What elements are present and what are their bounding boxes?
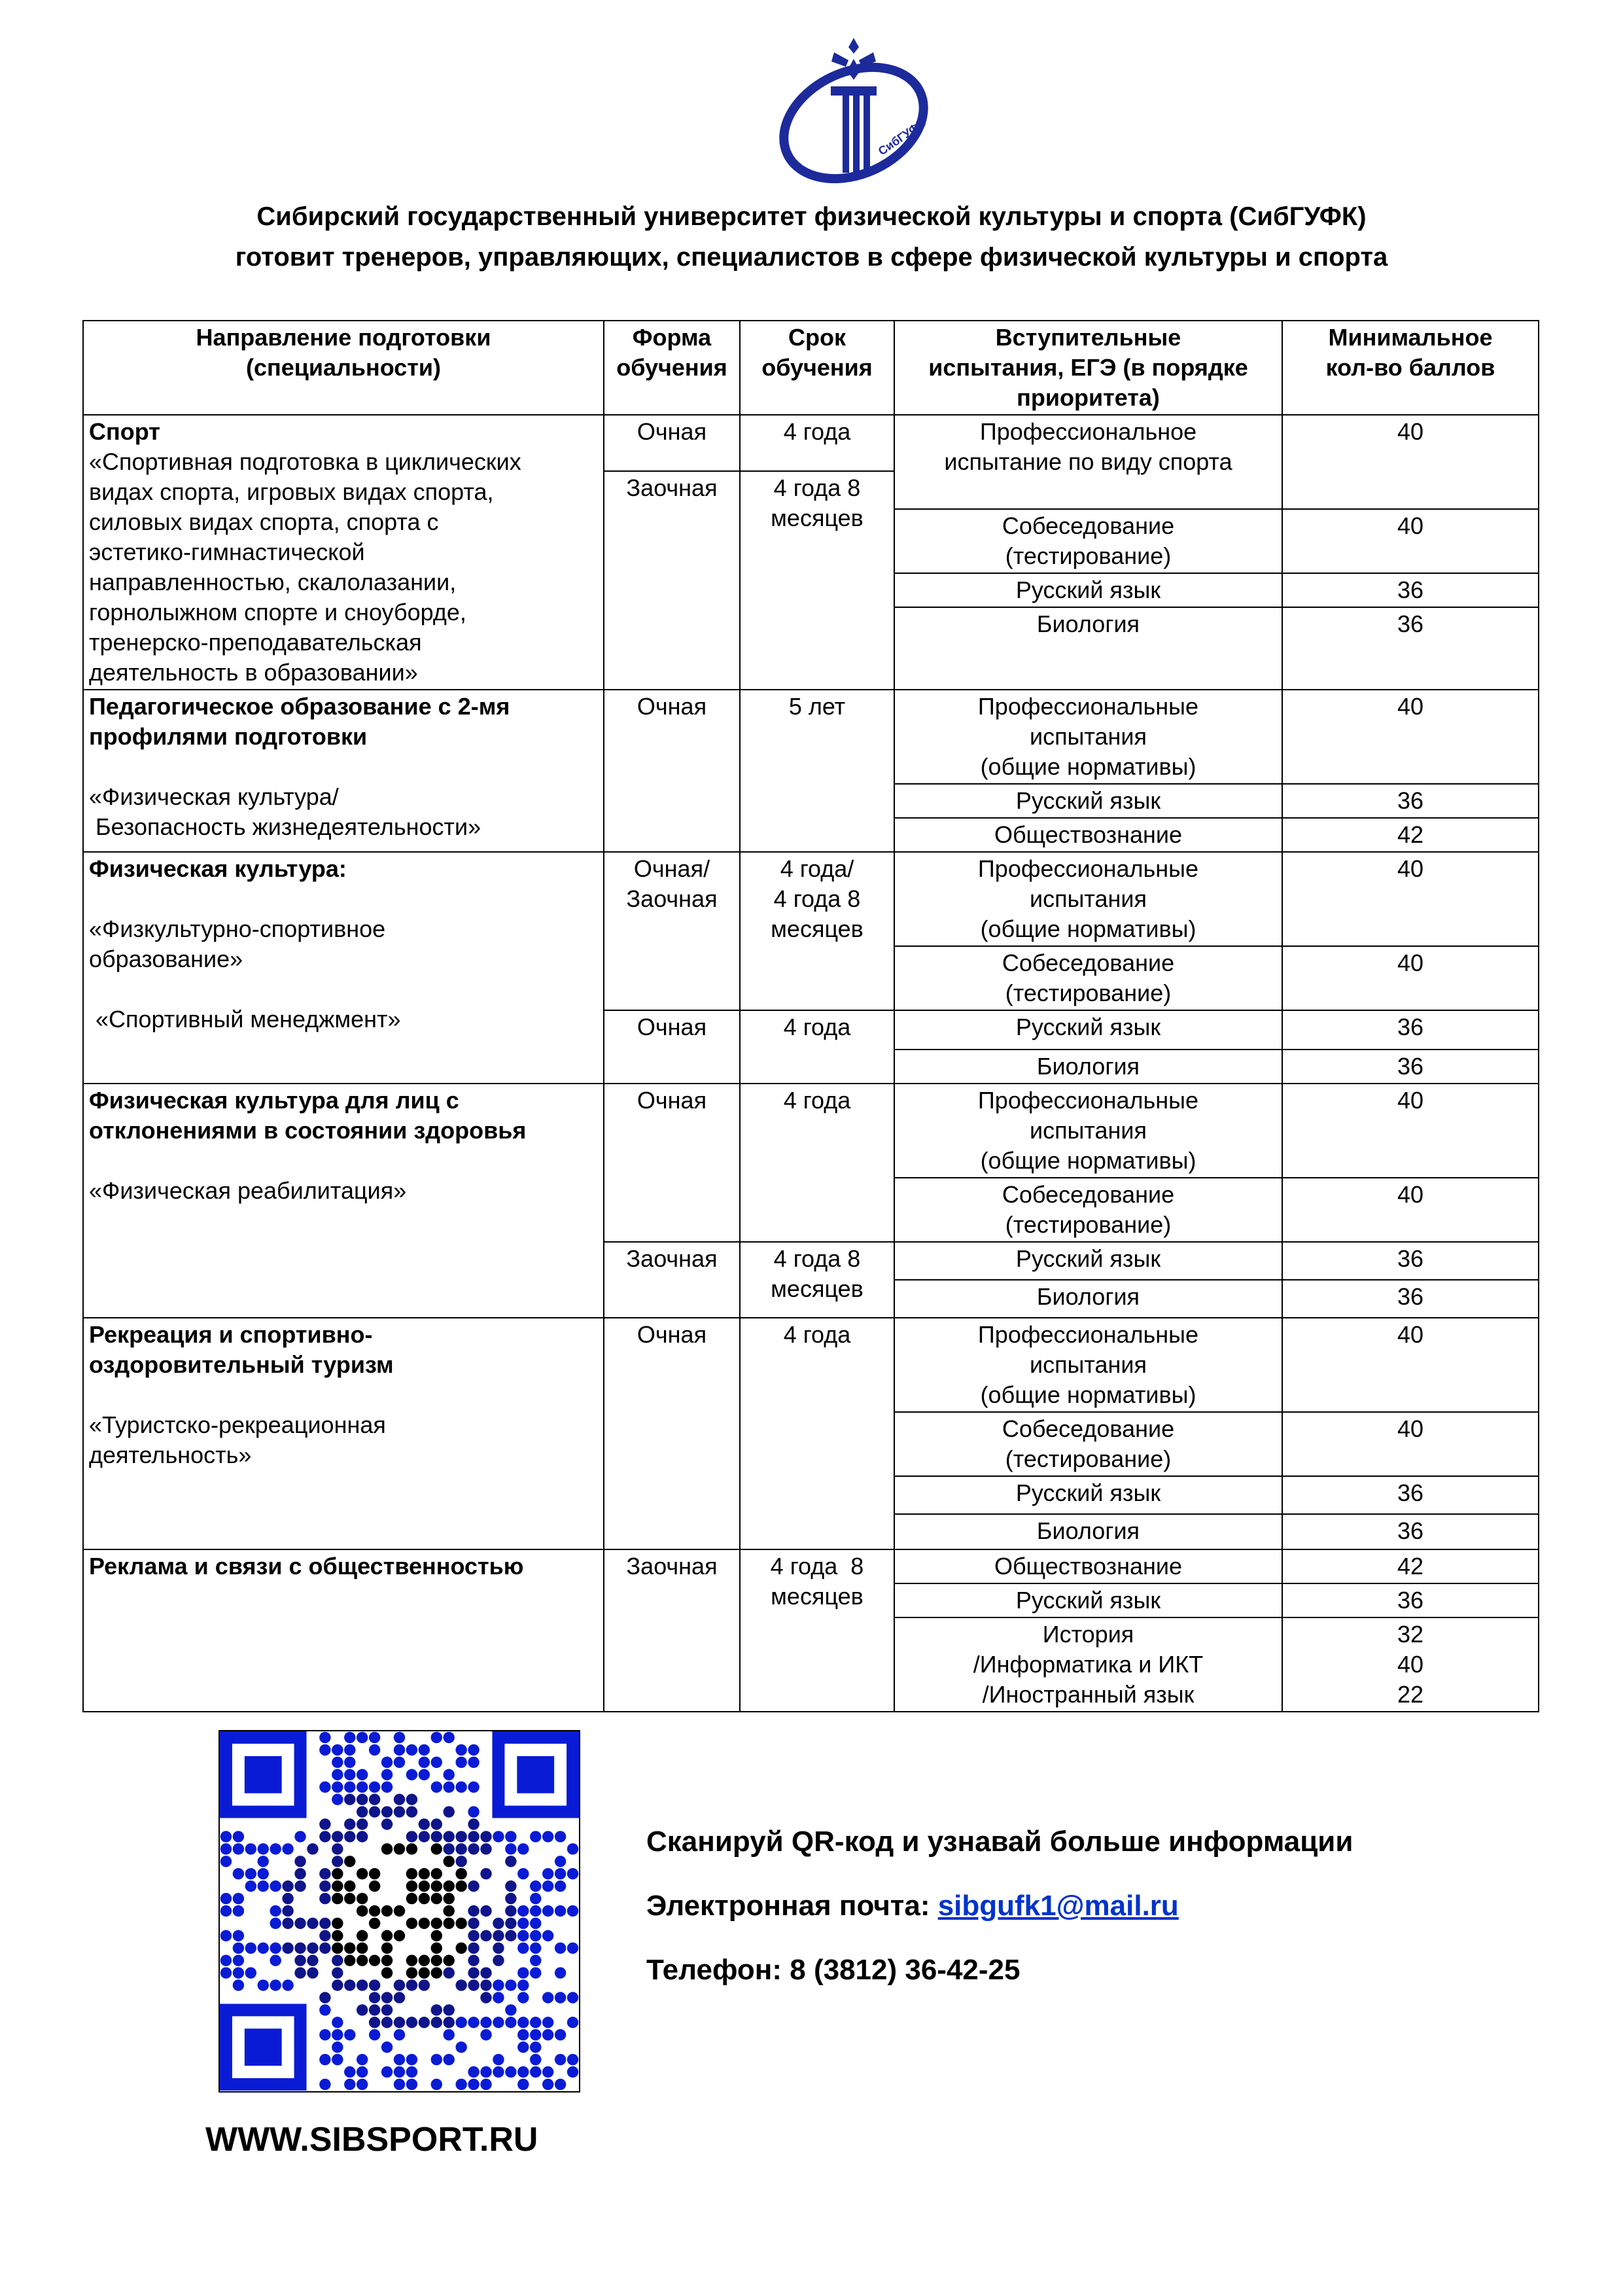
- table-row: [83, 690, 1539, 784]
- exam-cell: История /Информатика и ИКТ /Иностранный язык: [894, 1617, 1282, 1712]
- exam-cell: Обществознание: [894, 818, 1282, 852]
- exam-cell: Профессиональные испытания (общие нормативы): [894, 1084, 1282, 1178]
- exam-cell: Собеседование (тестирование): [894, 1412, 1282, 1476]
- term-cell: 4 года 8 месяцев: [740, 471, 894, 690]
- heading-line-1: Сибирский государственный университет физической культуры и спорта (СибГУФК): [256, 202, 1367, 231]
- form-cell: Заочная: [604, 1242, 740, 1318]
- email-link[interactable]: sibgufk1@mail.ru: [937, 1890, 1179, 1922]
- header-exams: Вступительные испытания, ЕГЭ (в порядке приоритета): [894, 321, 1282, 415]
- min-score-cell: 40: [1282, 690, 1539, 784]
- exam-cell: Биология: [894, 1050, 1282, 1084]
- min-score-cell: 40: [1282, 852, 1539, 946]
- min-score-cell: 40: [1282, 415, 1539, 509]
- exam-cell: Русский язык: [894, 784, 1282, 818]
- min-score-cell: 36: [1282, 1242, 1539, 1280]
- min-score-cell: 40: [1282, 1412, 1539, 1476]
- table-row: [83, 852, 1539, 946]
- exam-cell: Русский язык: [894, 1010, 1282, 1050]
- term-cell: 4 года 8 месяцев: [740, 1549, 894, 1712]
- exam-cell: Профессиональные испытания (общие нормативы): [894, 852, 1282, 946]
- email-line: [646, 1890, 1353, 1922]
- min-score-cell: 32 40 22: [1282, 1617, 1539, 1712]
- term-cell: 4 года: [740, 1318, 894, 1549]
- form-cell: Очная: [604, 1318, 740, 1549]
- min-score-cell: 40: [1282, 509, 1539, 573]
- min-score-cell: 36: [1282, 607, 1539, 690]
- form-cell: Очная: [604, 415, 740, 471]
- form-cell: Очная: [604, 690, 740, 852]
- exam-cell: Обществознание: [894, 1549, 1282, 1583]
- exam-cell: Профессиональное испытание по виду спорта: [894, 415, 1282, 509]
- exam-cell: Русский язык: [894, 1242, 1282, 1280]
- exam-cell: Русский язык: [894, 573, 1282, 607]
- min-score-cell: 36: [1282, 573, 1539, 607]
- table-row: [83, 1084, 1539, 1178]
- exam-cell: Биология: [894, 1280, 1282, 1318]
- qr-code-image: [220, 1731, 579, 2091]
- header-term: Срок обучения: [740, 321, 894, 415]
- min-score-cell: 36: [1282, 1010, 1539, 1050]
- term-cell: 4 года: [740, 415, 894, 471]
- program-tourism: Рекреация и спортивно- оздоровительный туризм «Туристско-рекреационная деятельность»: [83, 1318, 604, 1549]
- exam-cell: Собеседование (тестирование): [894, 1178, 1282, 1242]
- programs-table: [82, 320, 1539, 1712]
- min-score-cell: 40: [1282, 1178, 1539, 1242]
- header-min-score: Минимальное кол-во баллов: [1282, 321, 1539, 415]
- min-score-cell: 36: [1282, 1050, 1539, 1084]
- exam-cell: Русский язык: [894, 1476, 1282, 1514]
- term-cell: 4 года 8 месяцев: [740, 1242, 894, 1318]
- table-header-row: [83, 321, 1539, 415]
- contact-info: [646, 1826, 1353, 2018]
- term-cell: 4 года/ 4 года 8 месяцев: [740, 852, 894, 1010]
- term-cell: 5 лет: [740, 690, 894, 852]
- exam-cell: Профессиональные испытания (общие нормативы): [894, 1318, 1282, 1412]
- form-cell: Заочная: [604, 471, 740, 690]
- form-cell: Очная: [604, 1010, 740, 1084]
- exam-cell: Биология: [894, 1514, 1282, 1549]
- min-score-cell: 36: [1282, 1280, 1539, 1318]
- min-score-cell: 40: [1282, 946, 1539, 1010]
- term-cell: 4 года: [740, 1010, 894, 1084]
- program-sport: Спорт «Спортивная подготовка в циклических видах спорта, игровых видах спорта, силовых видах спорта, спорта с эстетико-гимнастической направленностью, скалолазании, горнолыжном спорте и сноуборде, тренерско-преподавательская деятельность в образовании»: [83, 415, 604, 690]
- program-physical-culture: Физическая культура: «Физкультурно-спортивное образование» «Спортивный менеджмент»: [83, 852, 604, 1084]
- min-score-cell: 36: [1282, 1583, 1539, 1617]
- scan-prompt: Сканируй QR-код и узнавай больше информации: [646, 1826, 1353, 1858]
- logo-text: СибГУФК: [875, 116, 928, 158]
- min-score-cell: 42: [1282, 1549, 1539, 1583]
- phone-line: Телефон: 8 (3812) 36-42-25: [646, 1954, 1021, 1986]
- exam-cell: Собеседование (тестирование): [894, 946, 1282, 1010]
- website-url[interactable]: WWW.SIBSPORT.RU: [205, 2121, 538, 2159]
- page-heading: [0, 196, 1623, 277]
- exam-cell: Профессиональные испытания (общие нормативы): [894, 690, 1282, 784]
- min-score-cell: 36: [1282, 1514, 1539, 1549]
- program-pr: Реклама и связи с общественностью: [83, 1549, 604, 1712]
- form-cell: Очная/ Заочная: [604, 852, 740, 1010]
- min-score-cell: 42: [1282, 818, 1539, 852]
- min-score-cell: 36: [1282, 784, 1539, 818]
- table-row: [83, 415, 1539, 471]
- table-row: [83, 1318, 1539, 1412]
- email-label: Электронная почта:: [646, 1890, 938, 1922]
- exam-cell: Русский язык: [894, 1583, 1282, 1617]
- university-logo: [772, 33, 942, 183]
- table-row: [83, 1549, 1539, 1583]
- min-score-cell: 40: [1282, 1318, 1539, 1412]
- term-cell: 4 года: [740, 1084, 894, 1242]
- form-cell: Очная: [604, 1084, 740, 1242]
- min-score-cell: 36: [1282, 1476, 1539, 1514]
- header-form: Форма обучения: [604, 321, 740, 415]
- min-score-cell: 40: [1282, 1084, 1539, 1178]
- qr-code[interactable]: [218, 1730, 580, 2093]
- exam-cell: Собеседование (тестирование): [894, 509, 1282, 573]
- heading-line-2: готовит тренеров, управляющих, специалистов в сфере физической культуры и спорта: [235, 243, 1388, 272]
- form-cell: Заочная: [604, 1549, 740, 1712]
- exam-cell: Биология: [894, 607, 1282, 690]
- header-direction: Направление подготовки (специальности): [83, 321, 604, 415]
- program-adaptive: Физическая культура для лиц с отклонениями в состоянии здоровья «Физическая реабилитация»: [83, 1084, 604, 1318]
- program-pedagogy: Педагогическое образование с 2-мя профилями подготовки «Физическая культура/ Безопасность жизнедеятельности»: [83, 690, 604, 852]
